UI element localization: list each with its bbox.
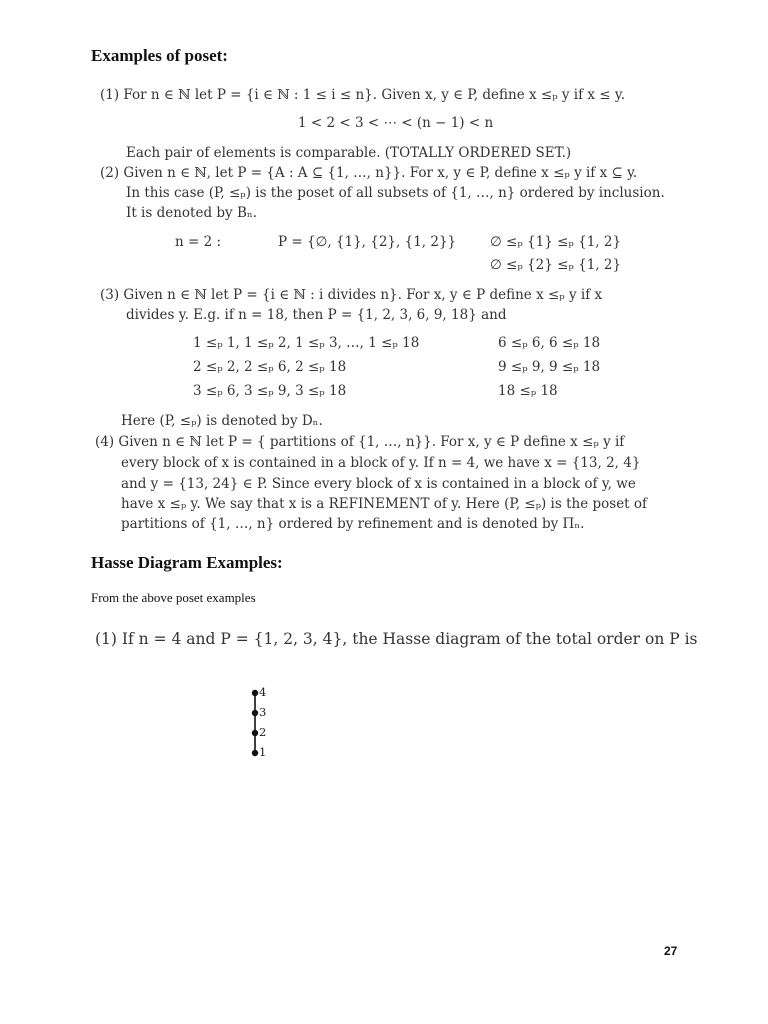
poset-line-14: 6 ≤ₚ 6, 6 ≤ₚ 18 <box>498 335 601 351</box>
poset-line-19: Here (P, ≤ₚ) is denoted by Dₙ. <box>121 413 323 429</box>
hasse-node-1 <box>252 750 258 756</box>
section-heading-poset: Examples of poset: <box>91 46 228 65</box>
poset-line-1: (1) For n ∈ ℕ let P = {i ∈ ℕ : 1 ≤ i ≤ n}. Given x, y ∈ P, define x ≤ₚ y if x ≤ y. <box>100 87 626 103</box>
poset-line-3: Each pair of elements is comparable. (TOTALLY ORDERED SET.) <box>126 145 572 161</box>
hasse-node-3 <box>252 710 258 716</box>
poset-line-16: 9 ≤ₚ 9, 9 ≤ₚ 18 <box>498 359 601 375</box>
poset-line-4: (2) Given n ∈ ℕ, let P = {A : A ⊆ {1, …, n}}. For x, y ∈ P, define x ≤ₚ y if x ⊆ y. <box>100 165 638 181</box>
poset-line-9: ∅ ≤ₚ {1} ≤ₚ {1, 2} <box>490 234 622 250</box>
poset-line-24: partitions of {1, …, n} ordered by refinement and is denoted by Πₙ. <box>121 516 585 532</box>
poset-line-21: every block of x is contained in a block of y. If n = 4, we have x = {13, 2, 4} <box>121 455 641 471</box>
hasse-intro: (1) If n = 4 and P = {1, 2, 3, 4}, the Hasse diagram of the total order on P is <box>95 630 698 648</box>
poset-line-17: 3 ≤ₚ 6, 3 ≤ₚ 9, 3 ≤ₚ 18 <box>193 383 347 399</box>
poset-line-18: 18 ≤ₚ 18 <box>498 383 558 399</box>
poset-line-23: have x ≤ₚ y. We say that x is a REFINEMENT of y. Here (P, ≤ₚ) is the poset of <box>121 496 648 512</box>
poset-line-8: P = {∅, {1}, {2}, {1, 2}} <box>278 234 457 250</box>
hasse-label-2: 2 <box>259 725 267 739</box>
poset-line-6: It is denoted by Bₙ. <box>126 205 257 221</box>
poset-line-5: In this case (P, ≤ₚ) is the poset of all subsets of {1, …, n} ordered by inclusion. <box>126 185 665 201</box>
hasse-label-1: 1 <box>259 745 267 759</box>
hasse-node-4 <box>252 690 258 696</box>
poset-line-2: 1 < 2 < 3 < ⋯ < (n − 1) < n <box>298 115 494 131</box>
poset-line-10: ∅ ≤ₚ {2} ≤ₚ {1, 2} <box>490 257 622 273</box>
poset-line-15: 2 ≤ₚ 2, 2 ≤ₚ 6, 2 ≤ₚ 18 <box>193 359 347 375</box>
subtext: From the above poset examples <box>91 590 256 605</box>
poset-line-11: (3) Given n ∈ ℕ let P = {i ∈ ℕ : i divides n}. For x, y ∈ P define x ≤ₚ y if x <box>100 287 603 303</box>
hasse-label-3: 3 <box>259 705 267 719</box>
poset-line-13: 1 ≤ₚ 1, 1 ≤ₚ 2, 1 ≤ₚ 3, …, 1 ≤ₚ 18 <box>193 335 420 351</box>
hasse-label-4: 4 <box>259 685 267 699</box>
page-number: 27 <box>664 944 678 958</box>
poset-line-7: n = 2 : <box>175 234 222 250</box>
poset-line-22: and y = {13, 24} ∈ P. Since every block of x is contained in a block of y, we <box>121 476 636 492</box>
poset-line-20: (4) Given n ∈ ℕ let P = { partitions of {1, …, n}}. For x, y ∈ P define x ≤ₚ y if <box>95 434 625 450</box>
hasse-node-2 <box>252 730 258 736</box>
section-heading-hasse: Hasse Diagram Examples: <box>91 553 283 572</box>
poset-line-12: divides y. E.g. if n = 18, then P = {1, 2, 3, 6, 9, 18} and <box>126 307 507 323</box>
